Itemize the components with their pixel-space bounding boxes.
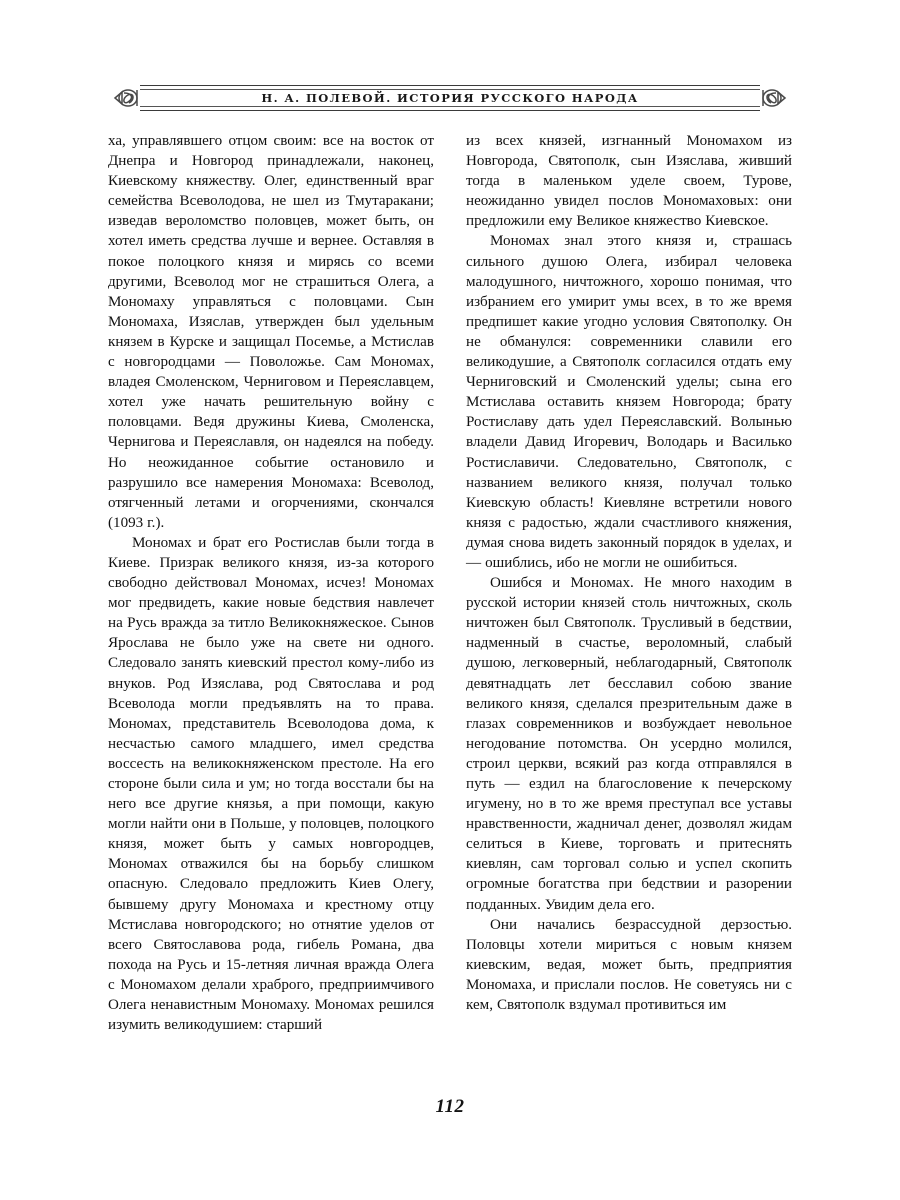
page-number: 112 (435, 1096, 465, 1117)
column-left (108, 131, 434, 1035)
paragraph: ха, управлявшего отцом своим: все на восток от Днепра и Новгород принадлежали, наконец, Киевскому княжеству. Олег, единственный враг семейства Всеволодова, не шел из Тмутаракани; изведав вероломство половцев, может быть, он хотел иметь средства лучше и вернее. Оставляя в покое полоцкого князя и мирясь со всеми другими, Всеволод мог не страшиться Олега, а Мономаху управляться с половцами. Сын Мономаха, Изяслав, утвержден был удельным князем в Курске и защищал Посемье, а Мстислав с новгородцами — Поволожье. Сам Мономах, владея Смоленском, Черниговом и Переяславцем, хотел уже начать решительную войну с половцами. Ведя дружины Киева, Смоленска, Чернигова и Переяславля, он надеялся на победу. Но неожиданное событие остановило и разрушило все намерения Мономаха: Всеволод, отягченный летами и огорчениями, скончался (1093 г.). (108, 133, 434, 531)
paragraph: Они начались безрассудной дерзостью. Половцы хотели мириться с новым князем киевским, ведая, может быть, предприятия Мономаха, и прислали послов. Не советуясь ни с кем, Святополк вздумал противиться им (466, 916, 792, 1014)
paragraph: из всех князей, изгнанный Мономахом из Новгорода, Святополк, сын Изяслава, живший тогда в маленьком уделе своем, Турове, неожиданно увидел послов Мономаховых: они предложили ему Великое княжество Киевское. (466, 133, 792, 230)
paragraph: Мономах знал этого князя и, страшась сильного душою Олега, избирал человека малодушного, ничтожного, хорошо понимая, что избранием его умирит умы всех, в то же время предпишет какие угодно условия Святополку. Он не обманулся: современники славили его великодушие, а Святополк согласился отдать ему Черниговский и Смоленский уделы; сына его Мстислава оставить князем Новгорода; брату Ростиславу дать удел Переяславский. Волынью владели Давид Игоревич, Володарь и Василько Ростиславичи. Следовательно, Святополк, с названием великого князя, получал только Киевскую область! Киевляне встретили нового князя с радостью, ждали счастливого княжения, думая снова видеть законный порядок в уделах, и — ошиблись, ибо не могли не ошибиться. (466, 233, 792, 571)
header-rule (140, 83, 760, 113)
paragraph: Мономах и брат его Ростислав были тогда в Киеве. Призрак великого князя, из-за которого свободно действовал Мономах, исчез! Мономах мог предвидеть, какие новые бедствия навлечет на Русь вражда за титло Великокняжеское. Сынов Ярослава не было уже на свете ни одного. Следовало занять киевский престол кому-либо из внуков. Род Изяслава, род Святослава и род Всеволода могли предъявлять на то права. Мономах, представитель Всеволодова дома, к несчастью самого младшего, имел средства воссесть на великокняженском престоле. На его стороне были сила и ум; но тогда восстали бы на него все другие князья, а при помощи, какую могли найти они в Польше, у половцев, полоцкого князя, может быть у самых новгородцев, Мономах отважился бы на борьбу слишком опасную. Следовало предложить Киев Олегу, бывшему другу Мономаха и крестному отцу Мстислава новгородского; но отнятие уделов от всего Святославова рода, гибель Романа, два похода на Русь и 15-летняя личная вражда Олега с Мономахом делали храброго, предприимчивого Олега ненавистным Мономаху. Мономах решился изумить великодушием: старший (108, 534, 434, 1034)
running-header-banner (112, 80, 788, 116)
column-right (466, 131, 792, 1035)
celtic-knot-ornament-left-icon (112, 81, 146, 115)
celtic-knot-ornament-right-icon (754, 81, 788, 115)
body-columns (108, 131, 792, 1035)
paragraph: Ошибся и Мономах. Не много находим в русской истории князей столь ничтожных, сколь ничтожен был Святополк. Трусливый в бедствии, надменный в счастье, вероломный, слабый душою, легковерный, неблагодарный, Святополк девятнадцать лет бесславил собою звание великого князя, сделался презрительным даже в глазах современников и возбуждает невольное негодование потомства. Он усердно молился, строил церкви, всякий раз когда отправлялся в путь — ездил на благословение к печерскому игумену, но в то же время преступал все уставы нравственности, жадничал денег, дозволял жидам селиться в Киеве, торговать и притеснять киевлян, сам торговал солью и успел скопить огромные богатства при бедствии и разорении подданных. Увидим дела его. (466, 575, 792, 913)
running-title: Н. А. ПОЛЕВОЙ. ИСТОРИЯ РУССКОГО НАРОДА (251, 91, 648, 105)
